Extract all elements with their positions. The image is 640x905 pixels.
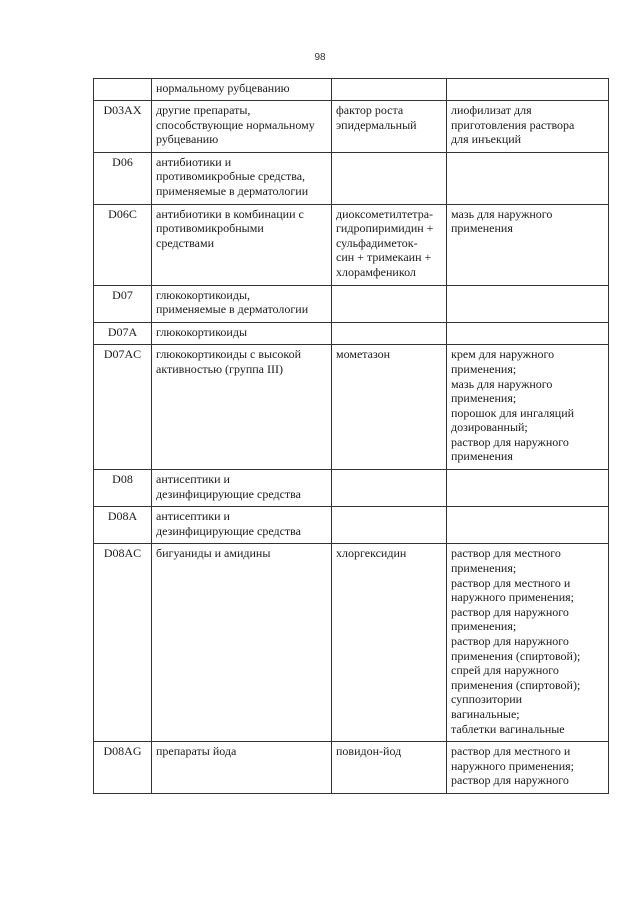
dosage-form-line: применения; (451, 361, 517, 376)
drug-name-line: эпидермальный (336, 117, 417, 132)
drug-name-line: син + тримекаин + (336, 250, 432, 265)
pharmacological-group-cell (152, 152, 332, 204)
table-row (94, 322, 609, 345)
drug-name-line: диоксометилтетра- (336, 206, 434, 221)
table-row (94, 742, 609, 794)
pharmacological-group-line: антибиотики в комбинации с (156, 206, 304, 221)
pharmacological-group-line: другие препараты, (156, 103, 251, 117)
drug-name-line: мометазон (336, 347, 391, 362)
atc-code-cell: D07A (94, 322, 152, 345)
table-row (94, 544, 609, 742)
dosage-form-line: применения; (451, 391, 517, 406)
dosage-form-line: применения; (451, 561, 517, 576)
drug-name-cell (332, 285, 447, 322)
pharmacological-group-cell (152, 742, 332, 794)
dosage-form-line: раствор для наружного (451, 634, 569, 648)
pharmacological-group-cell (152, 101, 332, 153)
page-number: 98 (314, 52, 326, 63)
pharmacological-group-line: глюкокортикоиды с высокой (156, 347, 302, 362)
table-row (94, 101, 609, 153)
drug-name-line: гидропиримидин + (336, 221, 434, 236)
atc-code-cell: D03AX (94, 101, 152, 153)
dosage-form-line: раствор для местного (451, 546, 561, 561)
dosage-form-cell (447, 204, 609, 285)
pharmacological-group-cell (152, 322, 332, 345)
drug-name-cell (332, 544, 447, 742)
table-row (94, 285, 609, 322)
dosage-form-line: раствор для местного и (451, 744, 571, 759)
table-row (94, 507, 609, 544)
dosage-form-cell (447, 322, 609, 345)
dosage-form-line: раствор для наружного (451, 604, 569, 619)
pharmacological-group-cell (152, 79, 332, 101)
pharmacological-group-line: применяемые в дерматологии (156, 183, 309, 198)
dosage-form-line: применения (451, 221, 513, 236)
pharmacological-group-cell (152, 204, 332, 285)
dosage-form-line: мазь для наружного (451, 206, 553, 221)
drug-name-line: повидон-йод (336, 744, 402, 759)
atc-code-cell: D07 (94, 285, 152, 322)
dosage-form-line: лиофилизат для (451, 103, 532, 117)
pharmacological-group-line: способствующие нормальному (156, 117, 315, 132)
dosage-form-cell (447, 79, 609, 101)
dosage-form-line: спрей для наружного (451, 663, 559, 678)
dosage-form-line: раствор для местного и (451, 575, 571, 590)
pharmacological-group-line: активностью (группа III) (156, 361, 283, 376)
drug-name-line: фактор роста (336, 103, 404, 117)
table-body (94, 79, 609, 794)
dosage-form-line: для инъекций (451, 132, 522, 147)
drug-name-cell (332, 152, 447, 204)
dosage-form-line: суппозитории (451, 692, 523, 707)
dosage-form-line: мазь для наружного (451, 376, 553, 391)
dosage-form-cell (447, 742, 609, 794)
atc-code-cell (94, 79, 152, 101)
dosage-form-line: применения (451, 449, 513, 464)
dosage-form-cell (447, 152, 609, 204)
pharmacological-group-line: препараты йода (156, 744, 237, 759)
drug-name-cell (332, 470, 447, 507)
drug-classification-table (93, 78, 609, 794)
pharmacological-group-cell (152, 507, 332, 544)
dosage-form-line: раствор для наружного (451, 434, 569, 449)
atc-code-cell: D08AG (94, 742, 152, 794)
pharmacological-group-line: противомикробными (156, 221, 264, 236)
drug-name-line: сульфадиметок- (336, 235, 418, 250)
dosage-form-line: таблетки вагинальные (451, 721, 565, 736)
table-row (94, 345, 609, 470)
pharmacological-group-line: глюкокортикоиды, (156, 287, 251, 302)
pharmacological-group-line: противомикробные средства, (156, 169, 306, 184)
pharmacological-group-line: дезинфицирующие средства (156, 523, 302, 538)
atc-code-cell: D08A (94, 507, 152, 544)
atc-code-cell: D07AC (94, 345, 152, 470)
drug-name-line: хлорамфеникол (336, 264, 416, 279)
table-row (94, 470, 609, 507)
pharmacological-group-cell (152, 544, 332, 742)
dosage-form-cell (447, 345, 609, 470)
dosage-form-cell (447, 470, 609, 507)
pharmacological-group-line: средствами (156, 235, 215, 250)
dosage-form-line: применения (спиртовой); (451, 677, 581, 692)
pharmacological-group-line: применяемые в дерматологии (156, 302, 309, 317)
atc-code-cell: D08 (94, 470, 152, 507)
dosage-form-cell (447, 101, 609, 153)
drug-name-cell (332, 345, 447, 470)
dosage-form-line: наружного применения; (451, 590, 574, 605)
pharmacological-group-line: бигуаниды и амидины (156, 546, 271, 561)
drug-name-cell (332, 507, 447, 544)
dosage-form-line: применения (спиртовой); (451, 648, 581, 663)
dosage-form-cell (447, 285, 609, 322)
table-row (94, 79, 609, 101)
pharmacological-group-line: нормальному рубцеванию (156, 81, 290, 95)
drug-name-cell (332, 742, 447, 794)
pharmacological-group-line: антибиотики и (156, 154, 232, 169)
table-row (94, 152, 609, 204)
table-row (94, 204, 609, 285)
dosage-form-line: крем для наружного (451, 347, 555, 362)
dosage-form-line: вагинальные; (451, 706, 520, 721)
dosage-form-line: порошок для ингаляций (451, 405, 575, 420)
pharmacological-group-cell (152, 470, 332, 507)
drug-name-cell (332, 322, 447, 345)
atc-code-cell: D06C (94, 204, 152, 285)
drug-name-cell (332, 204, 447, 285)
dosage-form-line: дозированный; (451, 420, 528, 435)
pharmacological-group-cell (152, 345, 332, 470)
atc-code-cell: D06 (94, 152, 152, 204)
pharmacological-group-line: антисептики и (156, 509, 230, 524)
atc-code-cell: D08AC (94, 544, 152, 742)
drug-name-line: хлоргексидин (336, 546, 407, 561)
pharmacological-group-line: рубцеванию (156, 132, 219, 147)
pharmacological-group-line: глюкокортикоиды (156, 324, 248, 339)
dosage-form-line: раствор для наружного (451, 773, 569, 788)
dosage-form-cell (447, 507, 609, 544)
pharmacological-group-line: дезинфицирующие средства (156, 486, 302, 501)
dosage-form-cell (447, 544, 609, 742)
pharmacological-group-cell (152, 285, 332, 322)
dosage-form-line: наружного применения; (451, 758, 574, 773)
drug-name-cell (332, 79, 447, 101)
dosage-form-line: применения; (451, 619, 517, 634)
pharmacological-group-line: антисептики и (156, 472, 230, 487)
dosage-form-line: приготовления раствора (451, 117, 575, 132)
drug-name-cell (332, 101, 447, 153)
